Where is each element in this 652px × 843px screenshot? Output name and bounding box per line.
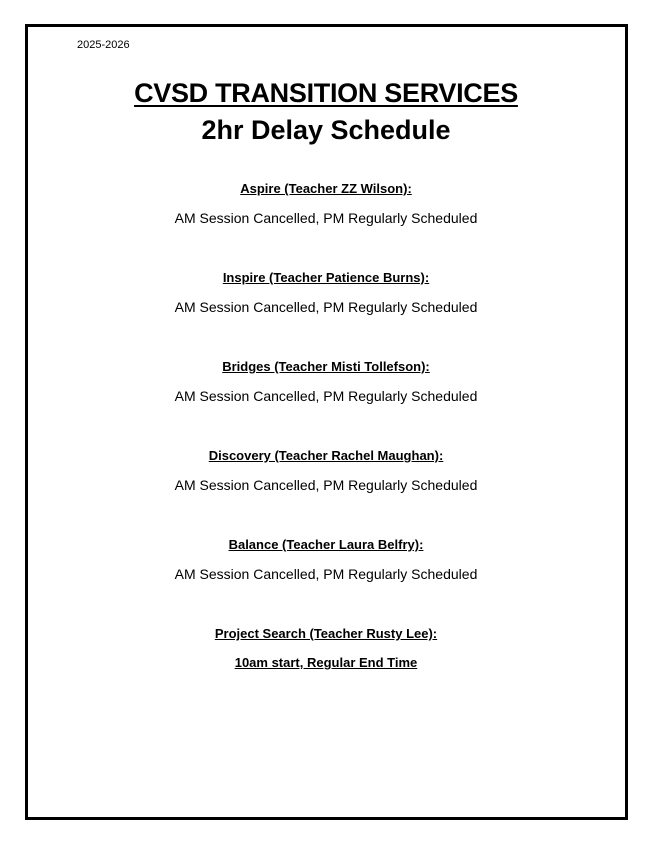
program-section-inspire: [0, 270, 652, 315]
program-section-aspire: [0, 181, 652, 226]
page-subtitle: 2hr Delay Schedule: [201, 115, 451, 145]
school-year: 2025-2026: [77, 39, 130, 51]
program-heading: Project Search (Teacher Rusty Lee):: [214, 626, 438, 641]
page-title: CVSD TRANSITION SERVICES: [134, 78, 518, 108]
program-detail: AM Session Cancelled, PM Regularly Scheduled: [174, 566, 478, 582]
program-section-discovery: [0, 448, 652, 493]
program-heading: Bridges (Teacher Misti Tollefson):: [222, 359, 430, 374]
program-heading: Aspire (Teacher ZZ Wilson):: [240, 181, 412, 196]
program-detail: 10am start, Regular End Time: [234, 655, 418, 670]
program-detail: AM Session Cancelled, PM Regularly Scheduled: [174, 299, 478, 315]
program-section-balance: [0, 537, 652, 582]
program-heading: Discovery (Teacher Rachel Maughan):: [208, 448, 444, 463]
program-detail: AM Session Cancelled, PM Regularly Scheduled: [174, 388, 478, 404]
program-detail: AM Session Cancelled, PM Regularly Scheduled: [174, 477, 478, 493]
program-heading: Balance (Teacher Laura Belfry):: [228, 537, 424, 552]
program-heading: Inspire (Teacher Patience Burns):: [222, 270, 430, 285]
program-section-bridges: [0, 359, 652, 404]
program-detail: AM Session Cancelled, PM Regularly Scheduled: [174, 210, 478, 226]
program-section-project-search: [0, 626, 652, 671]
